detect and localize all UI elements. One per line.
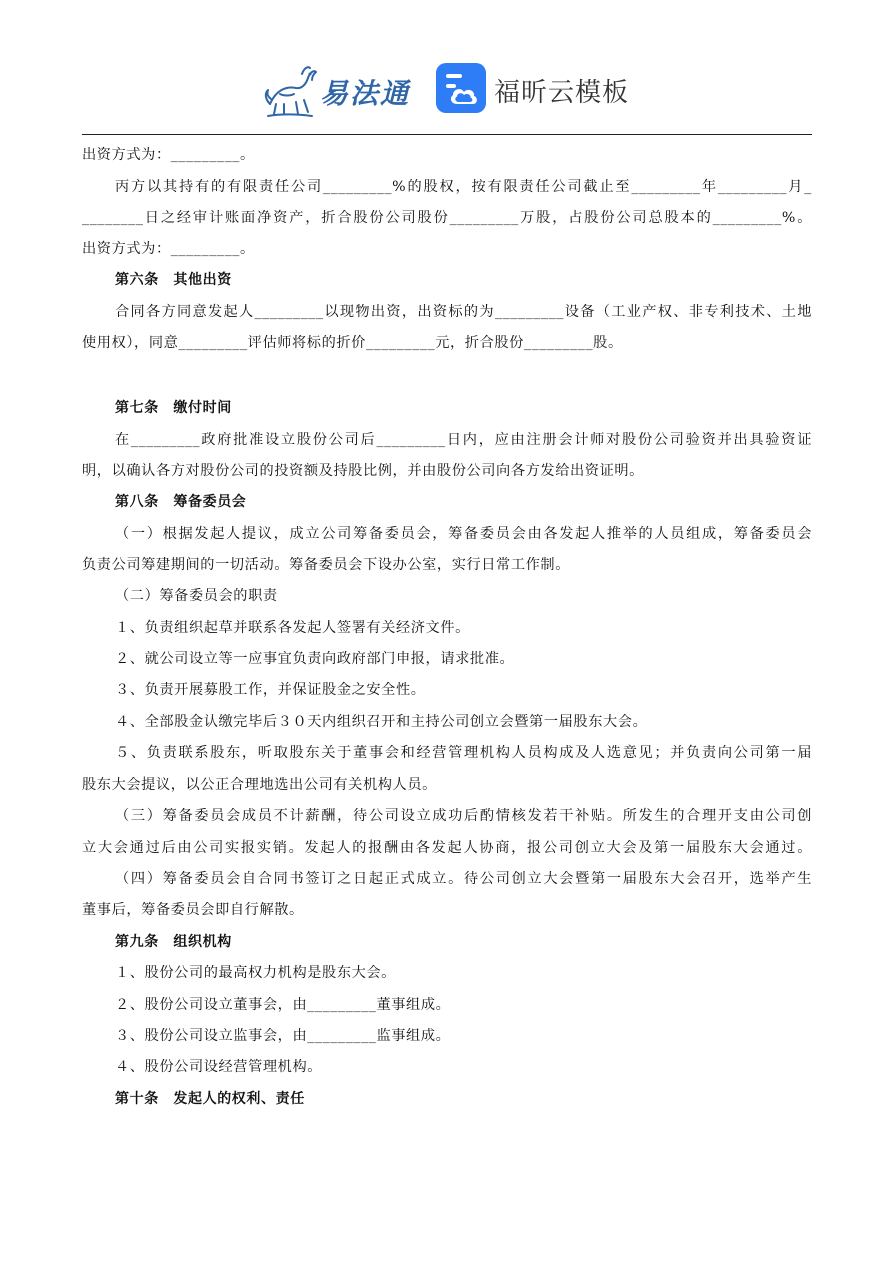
- paragraph-line: 股东大会提议，以公正合理地选出公司有关机构人员。: [82, 777, 437, 793]
- paragraph-line: 出资方式为：_________。: [82, 241, 255, 257]
- list-item: ２、就公司设立等一应事宜负责向政府部门申报，请求批准。: [115, 651, 515, 667]
- article-8-heading: 第八条 筹备委员会: [115, 494, 247, 510]
- foxit-cloud-icon: [435, 62, 487, 114]
- list-item: ４、股份公司设经营管理机构。: [115, 1059, 323, 1075]
- page-header: [0, 56, 893, 126]
- paragraph-line: 使用权），同意_________评估师将标的折价_________元，折合股份_________股。: [82, 335, 623, 351]
- article-10-heading: 第十条 发起人的权利、责任: [115, 1091, 305, 1107]
- yifatong-logo: [262, 60, 412, 118]
- paragraph-line: （四）筹备委员会自合同书签订之日起正式成立。待公司创立大会暨第一届股东大会召开，选举产生: [115, 871, 812, 887]
- paragraph-line: 在_________政府批准设立股份公司后_________日内，应由注册会计师对股份公司验资并出具验资证: [115, 432, 812, 448]
- list-item: ３、负责开展募股工作，并保证股金之安全性。: [115, 682, 426, 698]
- paragraph-line: 丙方以其持有的有限责任公司_________%的股权，按有限责任公司截止至_________年_________月_: [115, 179, 812, 195]
- list-item: ２、股份公司设立董事会，由_________董事组成。: [115, 997, 451, 1013]
- list-item: ４、全部股金认缴完毕后３０天内组织召开和主持公司创立会暨第一届股东大会。: [115, 714, 648, 730]
- paragraph-line: （一）根据发起人提议，成立公司筹备委员会，筹备委员会由各发起人推举的人员组成，筹备委员会: [115, 526, 812, 542]
- article-6-heading: 第六条 其他出资: [115, 272, 232, 288]
- paragraph-line: 出资方式为：_________。: [82, 147, 255, 163]
- paragraph-line: （三）筹备委员会成员不计薪酬，待公司设立成功后酌情核发若干补贴。所发生的合理开支由公司创: [115, 808, 812, 824]
- paragraph-line: 董事后，筹备委员会即自行解散。: [82, 902, 304, 918]
- list-item: １、股份公司的最高权力机构是股东大会。: [115, 965, 396, 981]
- paragraph-line: 合同各方同意发起人_________以现物出资，出资标的为_________设备（工业产权、非专利技术、土地: [115, 304, 812, 320]
- list-item: ３、股份公司设立监事会，由_________监事组成。: [115, 1028, 451, 1044]
- article-9-heading: 第九条 组织机构: [115, 934, 232, 950]
- yifatong-logo-text: 易法通: [320, 77, 411, 110]
- foxit-cloud-template-logo: [435, 62, 635, 116]
- paragraph-line: 明，以确认各方对股份公司的投资额及持股比例，并由股份公司向各方发给出资证明。: [82, 463, 644, 479]
- header-divider: [82, 134, 812, 135]
- foxit-logo-text: 福昕云模板: [494, 78, 630, 108]
- paragraph-line: 负责公司筹建期间的一切活动。筹备委员会下设办公室，实行日常工作制。: [82, 557, 570, 573]
- list-item: ５、负责联系股东，听取股东关于董事会和经营管理机构人员构成及人选意见；并负责向公司第一届: [115, 745, 812, 761]
- qilin-emblem-icon: [262, 60, 320, 118]
- paragraph-line: （二）筹备委员会的职责: [115, 588, 278, 604]
- paragraph-line: 立大会通过后由公司实报实销。发起人的报酬由各发起人协商，报公司创立大会及第一届股东大会通过。: [82, 840, 812, 856]
- article-7-heading: 第七条 缴付时间: [115, 400, 232, 416]
- list-item: １、负责组织起草并联系各发起人签署有关经济文件。: [115, 620, 470, 636]
- paragraph-line: ________日之经审计账面净资产，折合股份公司股份_________万股，占股份公司总股本的_________%。: [82, 210, 812, 226]
